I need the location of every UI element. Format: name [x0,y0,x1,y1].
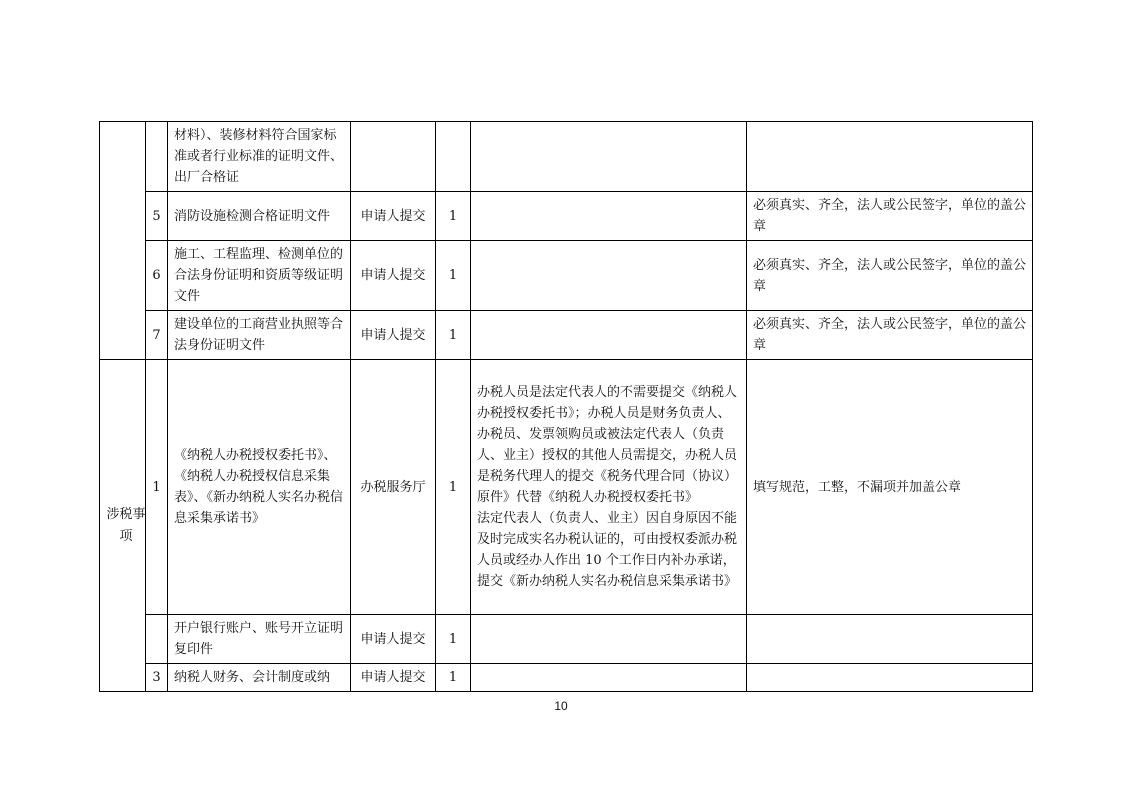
material-note [471,615,747,664]
row-number: 1 [146,360,168,615]
material-name: 施工、工程监理、检测单位的合法身份证明和资质等级证明文件 [168,241,351,311]
material-requirement [747,122,1033,192]
material-source: 申请人提交 [351,241,436,311]
category-cell-continued [100,122,146,360]
material-source: 申请人提交 [351,615,436,664]
table-row [100,615,1033,664]
material-note [471,241,747,311]
table-row [100,664,1033,692]
table-row [100,241,1033,311]
copy-count: 1 [436,192,471,241]
copy-count: 1 [436,615,471,664]
copy-count: 1 [436,360,471,615]
table-row [100,192,1033,241]
row-number: 7 [146,311,168,360]
material-requirement: 必须真实、齐全，法人或公民签字，单位的盖公章 [747,241,1033,311]
material-source: 申请人提交 [351,311,436,360]
row-number: 6 [146,241,168,311]
material-name: 开户银行账户、账号开立证明复印件 [168,615,351,664]
material-source: 申请人提交 [351,664,436,692]
copy-count [436,122,471,192]
material-note [471,122,747,192]
table-row [100,311,1033,360]
material-name: 《纳税人办税授权委托书》、《纳税人办税授权信息采集表》、《新办纳税人实名办税信息采集承诺书》 [168,360,351,615]
material-requirement [747,664,1033,692]
material-name: 纳税人财务、会计制度或纳 [168,664,351,692]
material-name: 材料）、装修材料符合国家标准或者行业标准的证明文件、出厂合格证 [168,122,351,192]
copy-count: 1 [436,664,471,692]
material-requirement: 必须真实、齐全，法人或公民签字，单位的盖公章 [747,192,1033,241]
material-requirement [747,615,1033,664]
material-source [351,122,436,192]
material-requirement: 填写规范，工整，不漏项并加盖公章 [747,360,1033,615]
material-note [471,192,747,241]
materials-table [99,121,1033,692]
copy-count: 1 [436,311,471,360]
row-number: 3 [146,664,168,692]
material-note [471,664,747,692]
category-label: 涉税事项 [106,506,146,544]
material-note [471,311,747,360]
material-source: 办税服务厅 [351,360,436,615]
category-cell-tax [100,360,146,692]
material-source: 申请人提交 [351,192,436,241]
table-row [100,360,1033,615]
material-requirement: 必须真实、齐全，法人或公民签字，单位的盖公章 [747,311,1033,360]
page-number: 10 [554,699,568,713]
copy-count: 1 [436,241,471,311]
row-number: 5 [146,192,168,241]
row-number [146,615,168,664]
material-name: 建设单位的工商营业执照等合法身份证明文件 [168,311,351,360]
material-note: 办税人员是法定代表人的不需要提交《纳税人办税授权委托书》；办税人员是财务负责人、办税员、发票领购员或被法定代表人（负责人、业主）授权的其他人员需提交，办税人员是税务代理人的提交《税务代理合同（协议）原件》代替《纳税人办税授权委托书》 法定代表人（负责人、业主）因自身原因不能及时完成实名办税认证的，可由授权委派办税人员或经办人作出 10 个工作日内补办承诺，提交《新办纳税人实名办税信息采集承诺书》 [471,360,747,615]
material-name: 消防设施检测合格证明文件 [168,192,351,241]
table-row [100,122,1033,192]
row-number [146,122,168,192]
